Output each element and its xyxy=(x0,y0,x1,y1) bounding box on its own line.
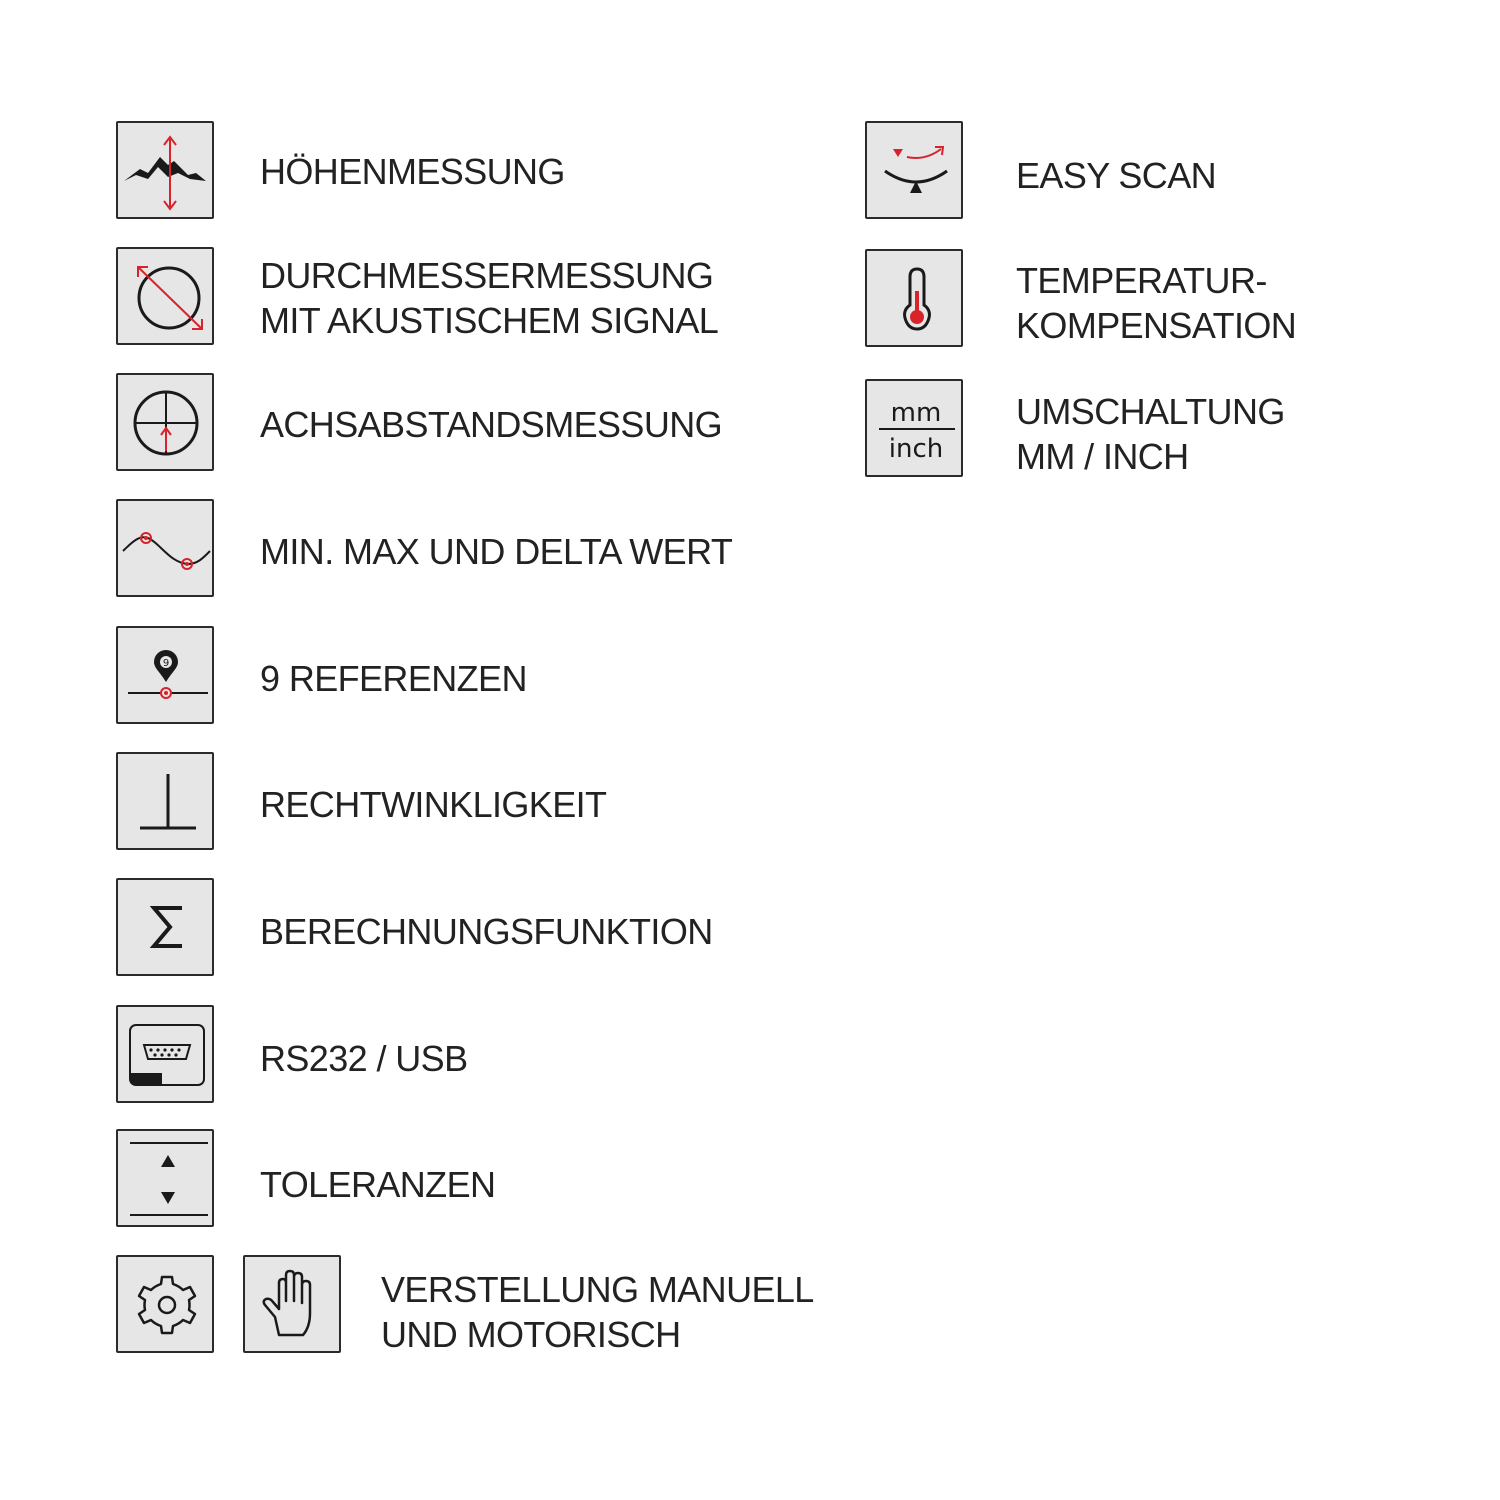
easy-scan-icon xyxy=(867,123,961,217)
diameter-measurement-tile xyxy=(116,247,214,345)
sigma-icon xyxy=(118,880,212,974)
axis-distance-tile xyxy=(116,373,214,471)
feature-label-min-max: MIN. MAX UND DELTA WERT xyxy=(260,531,733,572)
feature-label-references: 9 REFERENZEN xyxy=(260,658,527,699)
crosshair-icon xyxy=(118,375,212,469)
svg-text:9: 9 xyxy=(162,658,170,669)
feature-label-tolerance: TOLERANZEN xyxy=(260,1164,496,1205)
easy-scan-tile xyxy=(865,121,963,219)
feature-label-easy-scan: EASY SCAN xyxy=(1016,155,1217,196)
unit-switch-tile xyxy=(865,379,963,477)
feature-label-calculation: BERECHNUNGSFUNKTION xyxy=(260,911,713,952)
feature-label-temperature: TEMPERATUR- KOMPENSATION xyxy=(1016,260,1297,346)
interface-tile xyxy=(116,1005,214,1103)
tolerance-icon xyxy=(118,1131,212,1225)
perpendicular-icon xyxy=(118,754,212,848)
motor-adjust-tile xyxy=(116,1255,214,1353)
feature-label-adjust: VERSTELLUNG MANUELL UND MOTORISCH xyxy=(381,1269,814,1355)
feature-label-diameter: DURCHMESSERMESSUNG MIT AKUSTISCHEM SIGNAL xyxy=(260,255,719,341)
perpendicularity-tile xyxy=(116,752,214,850)
gear-icon xyxy=(118,1257,212,1351)
feature-label-unit-switch: UMSCHALTUNG MM / INCH xyxy=(1016,391,1285,477)
feature-label-interface: RS232 / USB xyxy=(260,1038,468,1079)
height-measurement-tile xyxy=(116,121,214,219)
tolerance-tile xyxy=(116,1129,214,1227)
manual-adjust-tile xyxy=(243,1255,341,1353)
mm-inch-icon xyxy=(867,381,961,475)
temperature-tile xyxy=(865,249,963,347)
mountain-height-icon xyxy=(118,123,212,217)
svg-text:mm: mm xyxy=(890,398,942,428)
min-max-tile xyxy=(116,499,214,597)
serial-port-icon xyxy=(118,1007,212,1101)
hand-icon xyxy=(245,1257,339,1351)
calculation-tile xyxy=(116,878,214,976)
svg-text:inch: inch xyxy=(888,434,944,464)
diameter-circle-icon xyxy=(118,249,212,343)
reference-pin-icon xyxy=(118,628,212,722)
references-tile xyxy=(116,626,214,724)
feature-label-height: HÖHENMESSUNG xyxy=(260,151,565,192)
wave-min-max-icon xyxy=(118,501,212,595)
feature-label-axis: ACHSABSTANDSMESSUNG xyxy=(260,404,723,445)
feature-label-perpendicularity: RECHTWINKLIGKEIT xyxy=(260,784,607,825)
thermometer-icon xyxy=(867,251,961,345)
